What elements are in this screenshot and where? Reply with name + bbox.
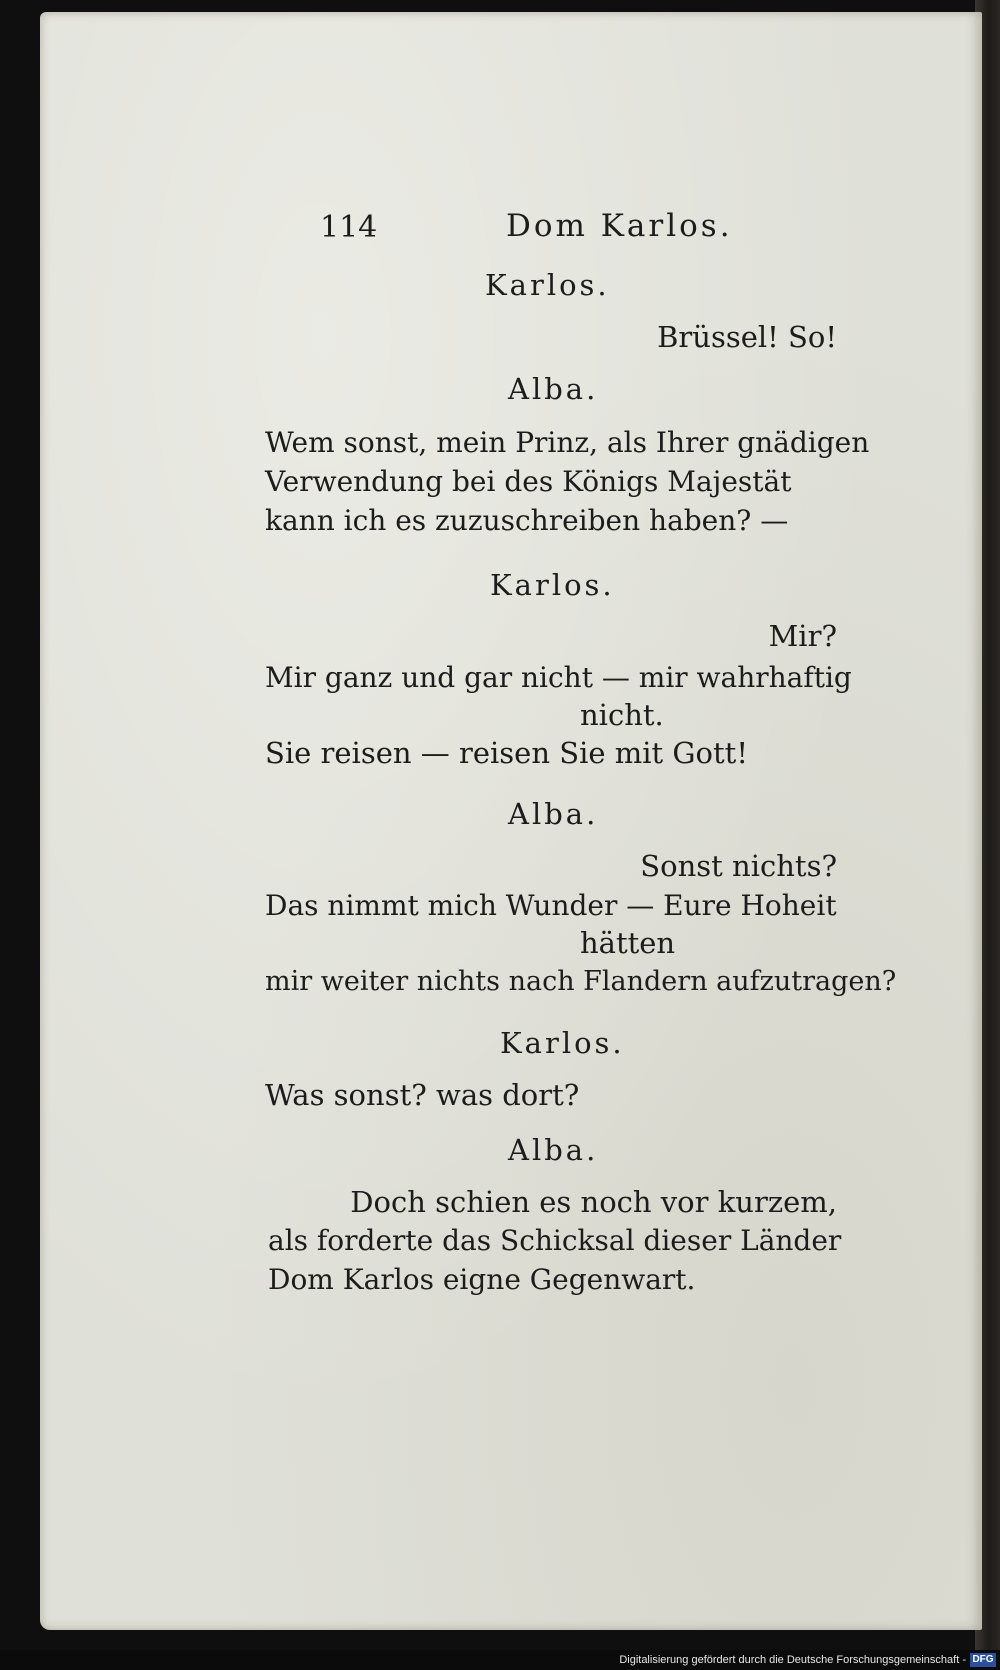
- verse-line: hätten: [580, 926, 676, 960]
- verse-line: Das nimmt mich Wunder — Eure Hoheit: [265, 889, 837, 922]
- verse-line: als forderte das Schicksal dieser Länder: [268, 1224, 842, 1257]
- speaker-label: Alba.: [508, 1133, 599, 1167]
- verse-line: Sonst nichts?: [640, 849, 837, 883]
- verse-line: Verwendung bei des Königs Majestät: [265, 465, 792, 498]
- verse-line: Sie reisen — reisen Sie mit Gott!: [265, 736, 748, 770]
- speaker-label: Karlos.: [485, 268, 610, 302]
- verse-line: Wem sonst, mein Prinz, als Ihrer gnädigen: [265, 426, 870, 459]
- speaker-label: Karlos.: [490, 568, 615, 602]
- dfg-logo: DFG: [970, 1653, 996, 1667]
- verse-line: Doch schien es noch vor kurzem,: [350, 1185, 837, 1219]
- book-page: [40, 12, 982, 1630]
- running-title: Dom Karlos.: [506, 208, 733, 244]
- verse-line: Dom Karlos eigne Gegenwart.: [268, 1263, 696, 1296]
- verse-line: Brüssel! So!: [657, 320, 837, 354]
- footer-credit: Digitalisierung gefördert durch die Deutsche Forschungsgemeinschaft -: [619, 1654, 966, 1666]
- digitization-footer: [0, 1650, 1000, 1670]
- verse-line: Mir?: [768, 619, 837, 653]
- verse-line: Mir ganz und gar nicht — mir wahrhaftig: [265, 661, 852, 694]
- verse-line: kann ich es zuzuschreiben haben? —: [265, 504, 789, 537]
- speaker-label: Alba.: [508, 797, 599, 831]
- verse-line: mir weiter nichts nach Flandern aufzutragen?: [265, 966, 897, 997]
- page-number: 114: [320, 210, 378, 245]
- verse-line: nicht.: [580, 698, 664, 732]
- speaker-label: Alba.: [508, 372, 599, 406]
- verse-line: Was sonst? was dort?: [265, 1078, 580, 1112]
- speaker-label: Karlos.: [500, 1026, 625, 1060]
